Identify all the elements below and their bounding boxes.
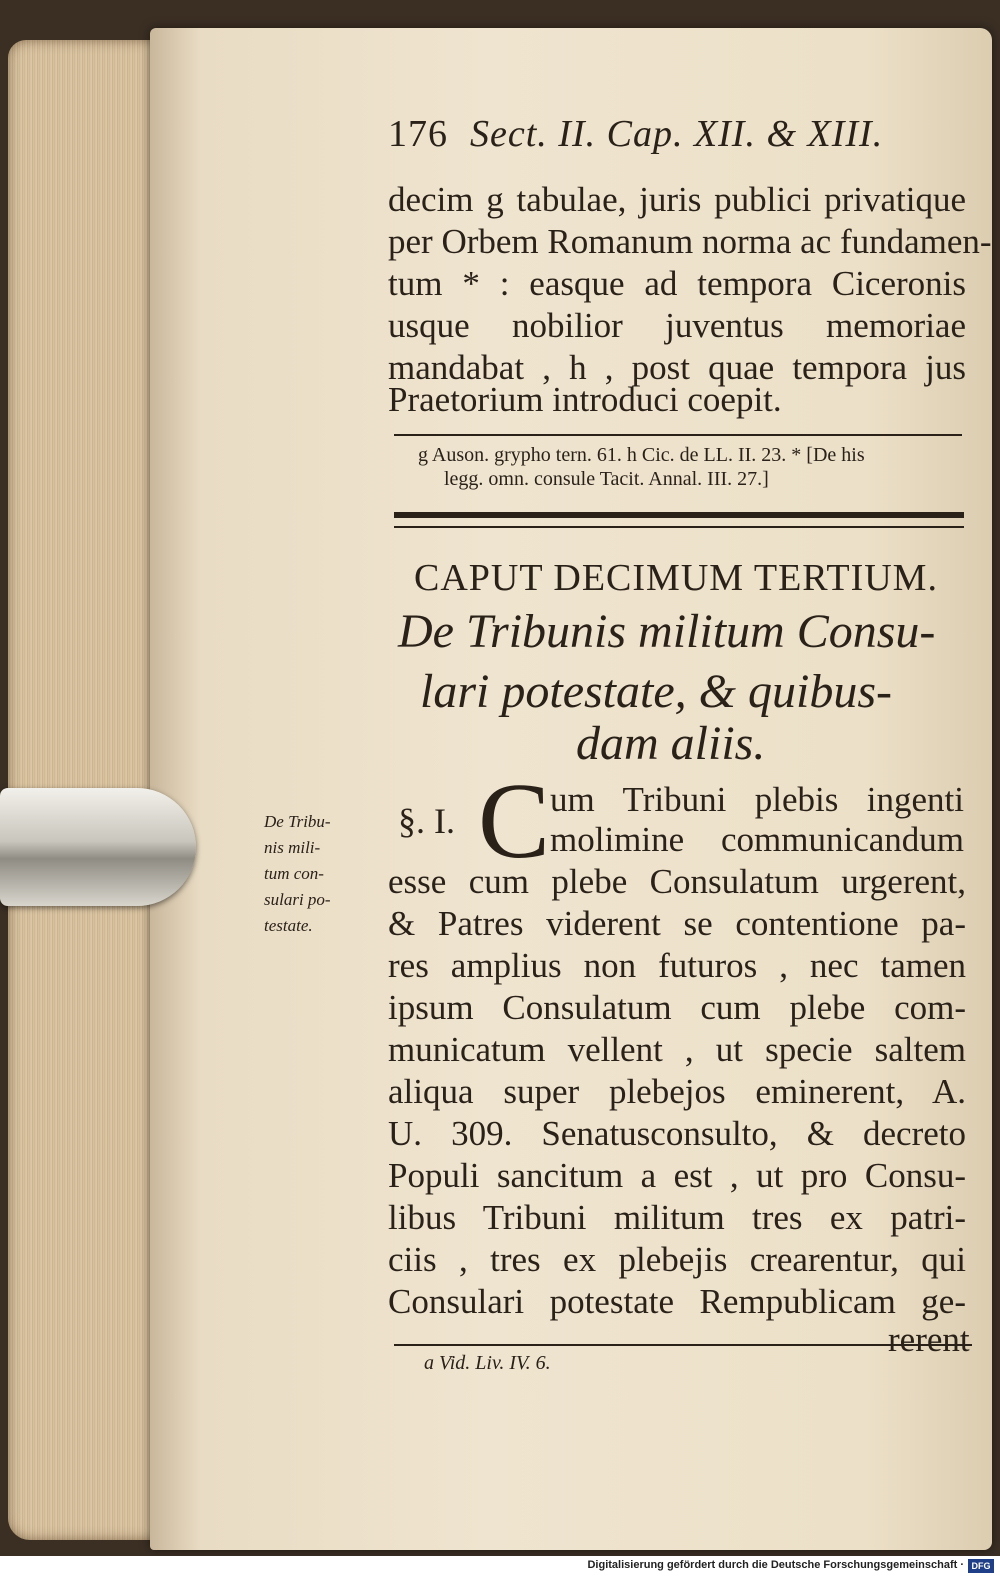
footer-credit: Digitalisierung gefördert durch die Deutsche Forschungsgemeinschaft · xyxy=(587,1559,964,1571)
text-line: & Patres viderent se contentione pa- xyxy=(388,904,966,943)
footnote-line: legg. omn. consule Tacit. Annal. III. 27.] xyxy=(444,468,769,490)
catchword: rerent xyxy=(888,1320,970,1359)
text-line: U. 309. Senatusconsulto, & decreto xyxy=(388,1114,966,1153)
footnote-line: a Vid. Liv. IV. 6. xyxy=(424,1352,551,1374)
text-line: Praetorium introduci coepit. xyxy=(388,380,782,419)
text-line: um Tribuni plebis ingenti xyxy=(550,780,964,819)
text-line: tum * : easque ad tempora Ciceronis xyxy=(388,264,966,303)
text-line: molimine communicandum xyxy=(550,820,964,859)
footnote-rule xyxy=(394,434,962,436)
text-line: res amplius non futuros , nec tamen xyxy=(388,946,966,985)
section-mark: §. I. xyxy=(398,801,455,841)
dfg-logo: DFG xyxy=(968,1559,994,1573)
footnote-line: g Auson. grypho tern. 61. h Cic. de LL. II. 23. * [De his xyxy=(418,444,865,466)
chapter-rule xyxy=(394,512,964,518)
marginal-note-line: testate. xyxy=(264,916,313,935)
text-line: decim g tabulae, juris publici privatique xyxy=(388,180,966,219)
text-line: per Orbem Romanum norma ac fundamen- xyxy=(388,222,992,261)
marginal-note-line: nis mili- xyxy=(264,838,321,857)
text-line: Consulari potestate Rempublicam ge- xyxy=(388,1282,966,1321)
text-line: Populi sancitum a est , ut pro Consu- xyxy=(388,1156,966,1195)
text-line: ipsum Consulatum cum plebe com- xyxy=(388,988,966,1027)
marginal-note-line: De Tribu- xyxy=(264,812,331,831)
marginal-note-line: sulari po- xyxy=(264,890,331,909)
footnote-rule xyxy=(394,1344,972,1346)
running-head-title: Sect. II. Cap. XII. & XIII. xyxy=(470,113,884,155)
page-clip xyxy=(0,788,196,906)
text-line: municatum vellent , ut specie saltem xyxy=(388,1030,966,1069)
chapter-title: CAPUT DECIMUM TERTIUM. xyxy=(414,557,938,599)
text-line: ciis , tres ex plebejis crearentur, qui xyxy=(388,1240,966,1279)
running-head xyxy=(388,112,883,156)
page-number: 176 xyxy=(388,113,448,155)
chapter-rule-thin xyxy=(394,526,964,528)
digitization-footer xyxy=(0,1556,1000,1578)
text-line: usque nobilior juventus memoriae xyxy=(388,306,966,345)
chapter-subtitle: lari potestate, & quibus- xyxy=(420,665,892,718)
text-line: libus Tribuni militum tres ex patri- xyxy=(388,1198,966,1237)
drop-cap: C xyxy=(478,762,551,881)
text-line: esse cum plebe Consulatum urgerent, xyxy=(388,862,966,901)
chapter-subtitle: De Tribunis militum Consu- xyxy=(398,605,936,658)
text-line: mandabat , h , post quae tempora jus xyxy=(388,348,966,387)
text-line: aliqua super plebejos eminerent, A. xyxy=(388,1072,966,1111)
chapter-subtitle: dam aliis. xyxy=(576,717,766,770)
marginal-note-line: tum con- xyxy=(264,864,324,883)
